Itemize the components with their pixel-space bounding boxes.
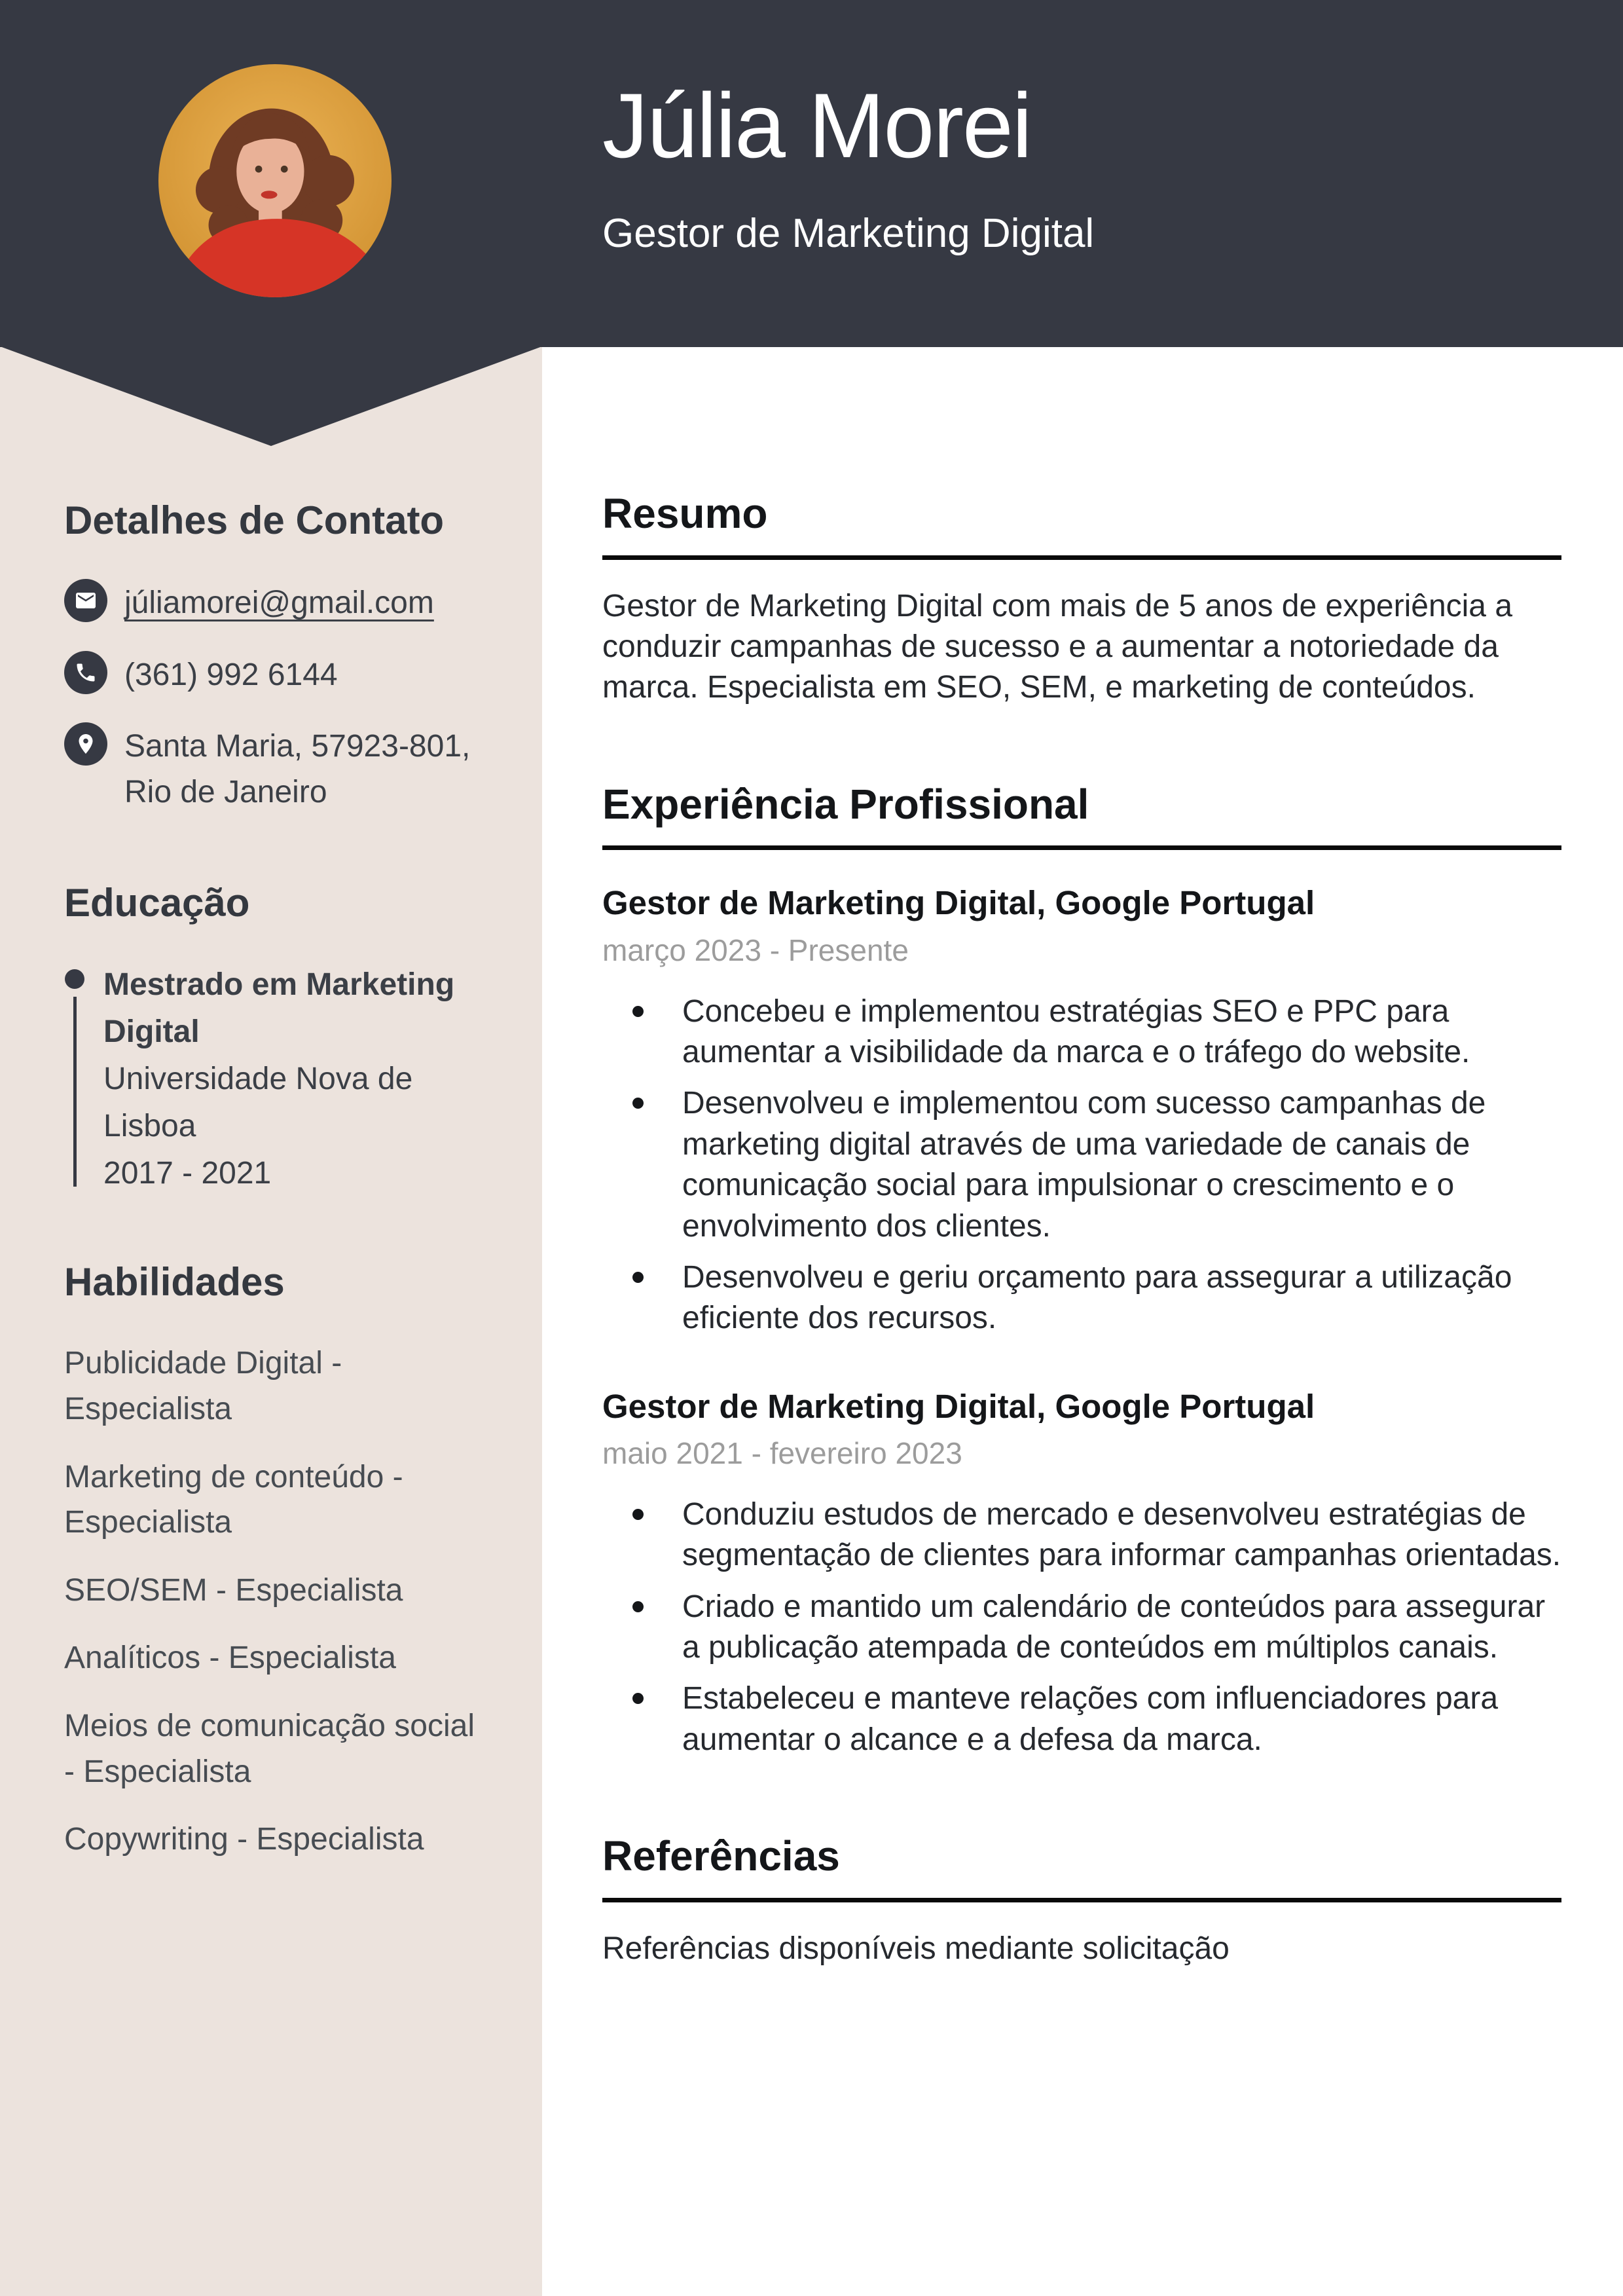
education-entry — [64, 961, 483, 1197]
experience-section-title: Experiência Profissional — [602, 781, 1561, 851]
timeline-dot — [65, 969, 84, 989]
email-link[interactable]: júliamorei@gmail.com — [124, 585, 434, 620]
contact-section-title: Detalhes de Contato — [64, 498, 445, 542]
education-school: Universidade Nova de Lisboa — [103, 1062, 413, 1144]
job-role: Gestor de Marketing Digital, Google Portugal — [602, 884, 1315, 922]
education-dates: 2017 - 2021 — [103, 1156, 272, 1191]
skill-item: Analíticos - Especialista — [64, 1640, 396, 1676]
skill-item: Copywriting - Especialista — [64, 1822, 424, 1857]
job-bullet: Desenvolveu e geriu orçamento para assegurar a utilização eficiente dos recursos. — [682, 1257, 1561, 1339]
skill-item: Publicidade Digital - Especialista — [64, 1346, 342, 1426]
contact-item-email — [64, 579, 483, 626]
skills-section-title: Habilidades — [64, 1260, 285, 1305]
header-identity — [602, 76, 1094, 257]
job-entry — [602, 883, 1561, 1339]
job-entry — [602, 1386, 1561, 1761]
job-role: Gestor de Marketing Digital, Google Portugal — [602, 1387, 1315, 1425]
education-timeline — [64, 961, 85, 1197]
references-text: Referências disponíveis mediante solicitação — [602, 1931, 1230, 1966]
skill-item: Meios de comunicação social - Especialista — [64, 1708, 475, 1789]
job-bullet: Estabeleceu e manteve relações com influenciadores para aumentar o alcance e a defesa da marca. — [682, 1678, 1561, 1760]
education-section-title: Educação — [64, 881, 250, 925]
experience-section — [602, 781, 1561, 1760]
job-bullet-list — [602, 991, 1561, 1339]
references-section — [602, 1832, 1561, 1969]
profile-photo-illustration — [158, 64, 392, 297]
person-job-title: Gestor de Marketing Digital — [602, 211, 1095, 257]
references-section-title: Referências — [602, 1832, 1561, 1902]
job-bullet: Conduziu estudos de mercado e desenvolveu estratégias de segmentação de clientes para informar campanhas orientadas. — [682, 1494, 1561, 1576]
job-bullet: Criado e mantido um calendário de conteúdos para assegurar a publicação atempada de conteúdos em múltiplos canais. — [682, 1587, 1561, 1669]
person-name: Júlia Morei — [602, 74, 1031, 177]
contact-item-phone — [64, 651, 483, 698]
email-icon — [64, 579, 107, 622]
sidebar — [64, 498, 483, 1885]
skills-section — [64, 1259, 483, 1862]
address-text: Santa Maria, 57923-801, Rio de Janeiro — [124, 729, 471, 809]
profile-photo — [158, 64, 392, 297]
education-section — [64, 880, 483, 1197]
education-degree: Mestrado em Marketing Digital — [103, 967, 455, 1050]
phone-number: (361) 992 6144 — [124, 657, 338, 692]
main-column — [602, 490, 1561, 2001]
phone-icon — [64, 651, 107, 694]
summary-section-title: Resumo — [602, 490, 1561, 560]
contact-item-address — [64, 722, 483, 815]
job-bullet: Concebeu e implementou estratégias SEO e PPC para aumentar a visibilidade da marca e o tráfego do website. — [682, 991, 1561, 1073]
timeline-rail — [73, 997, 77, 1187]
job-dates: maio 2021 - fevereiro 2023 — [602, 1435, 962, 1470]
job-dates: março 2023 - Presente — [602, 933, 909, 967]
skill-item: SEO/SEM - Especialista — [64, 1572, 403, 1608]
job-bullet: Desenvolveu e implementou com sucesso campanhas de marketing digital através de uma variedade de canais de comunicação social para impulsionar o crescimento e o envolvimento dos clientes. — [682, 1083, 1561, 1247]
skill-item: Marketing de conteúdo - Especialista — [64, 1459, 403, 1540]
job-bullet-list — [602, 1494, 1561, 1760]
summary-section — [602, 490, 1561, 709]
summary-text: Gestor de Marketing Digital com mais de 5 anos de experiência a conduzir campanhas de sucesso e a aumentar a notoriedade da marca. Especialista em SEO, SEM, e marketing de conteúdos. — [602, 588, 1513, 705]
location-icon — [64, 722, 107, 766]
